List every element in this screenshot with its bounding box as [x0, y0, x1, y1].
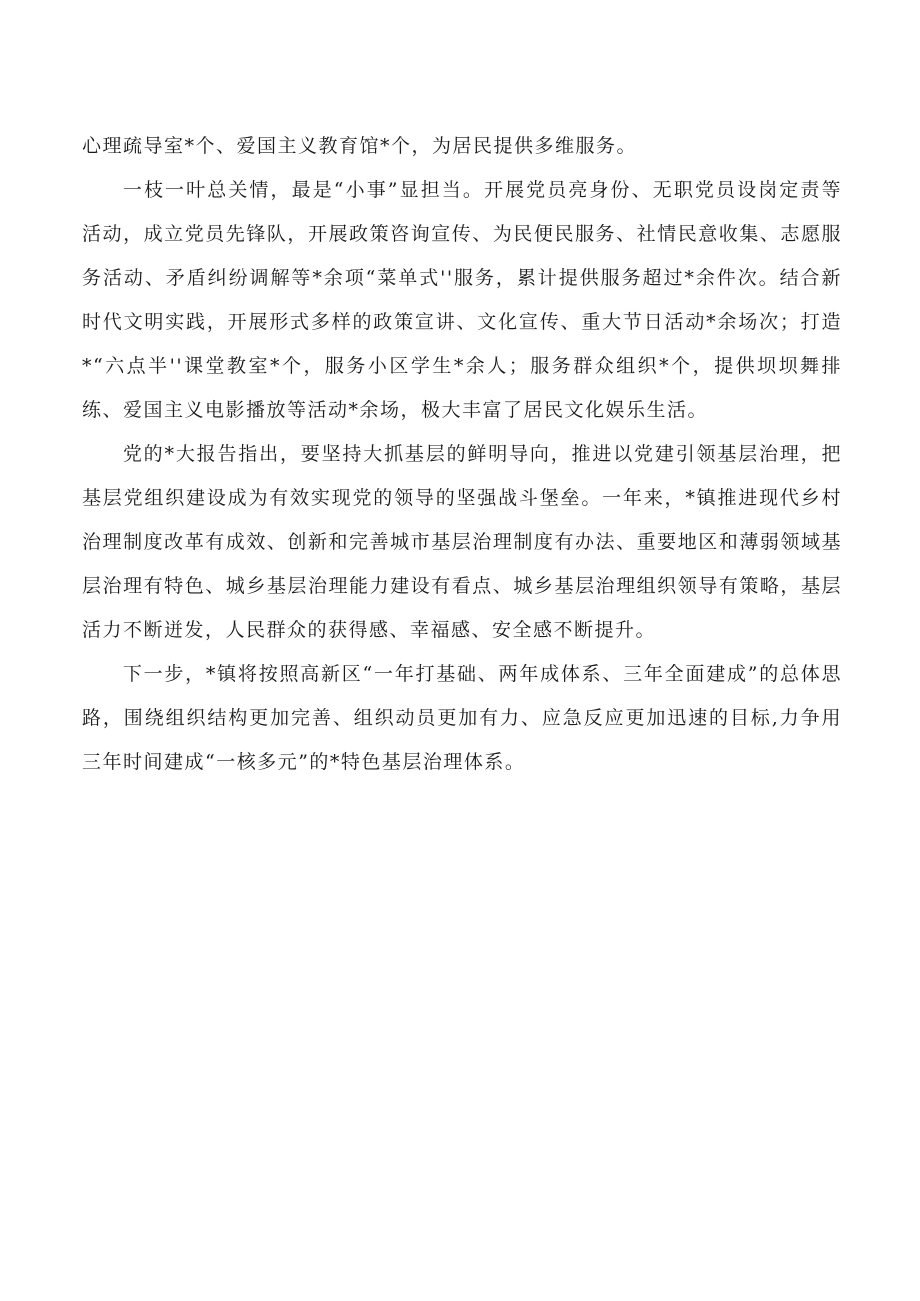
paragraph-services: 一枝一叶总关情，最是“小事”显担当。开展党员亮身份、无职党员设岗定责等活动，成立党员先锋队，开展政策咨询宣传、为民便民服务、社情民意收集、志愿服务活动、矛盾纠纷调解等*余项“菜单式''服务，累计提供服务超过*余件次。结合新时代文明实践，开展形式多样的政策宣讲、文化宣传、重大节日活动*余场次；打造*“六点半''课堂教室*个，服务小区学生*余人；服务群众组织*个，提供坝坝舞排练、爱国主义电影播放等活动*余场，极大丰富了居民文化娱乐生活。	[82, 179, 842, 421]
paragraph-continuation: 心理疏导室*个、爱国主义教育馆*个，为居民提供多维服务。	[82, 135, 638, 157]
paragraph-governance: 党的*大报告指出，要坚持大抓基层的鲜明导向，推进以党建引领基层治理，把基层党组织建设成为有效实现党的领导的坚强战斗堡垒。一年来，*镇推进现代乡村治理制度改革有成效、创新和完善城市基层治理制度有办法、重要地区和薄弱领域基层治理有特色、城乡基层治理能力建设有看点、城乡基层治理组织领导有策略，基层活力不断迸发，人民群众的获得感、幸福感、安全感不断提升。	[82, 443, 842, 641]
paragraph-next-step: 下一步，*镇将按照高新区“一年打基础、两年成体系、三年全面建成”的总体思路，围绕组织结构更加完善、组织动员更加有力、应急反应更加迅速的目标,力争用三年时间建成“一核多元”的*特色基层治理体系。	[82, 663, 842, 773]
document-body	[82, 124, 842, 784]
